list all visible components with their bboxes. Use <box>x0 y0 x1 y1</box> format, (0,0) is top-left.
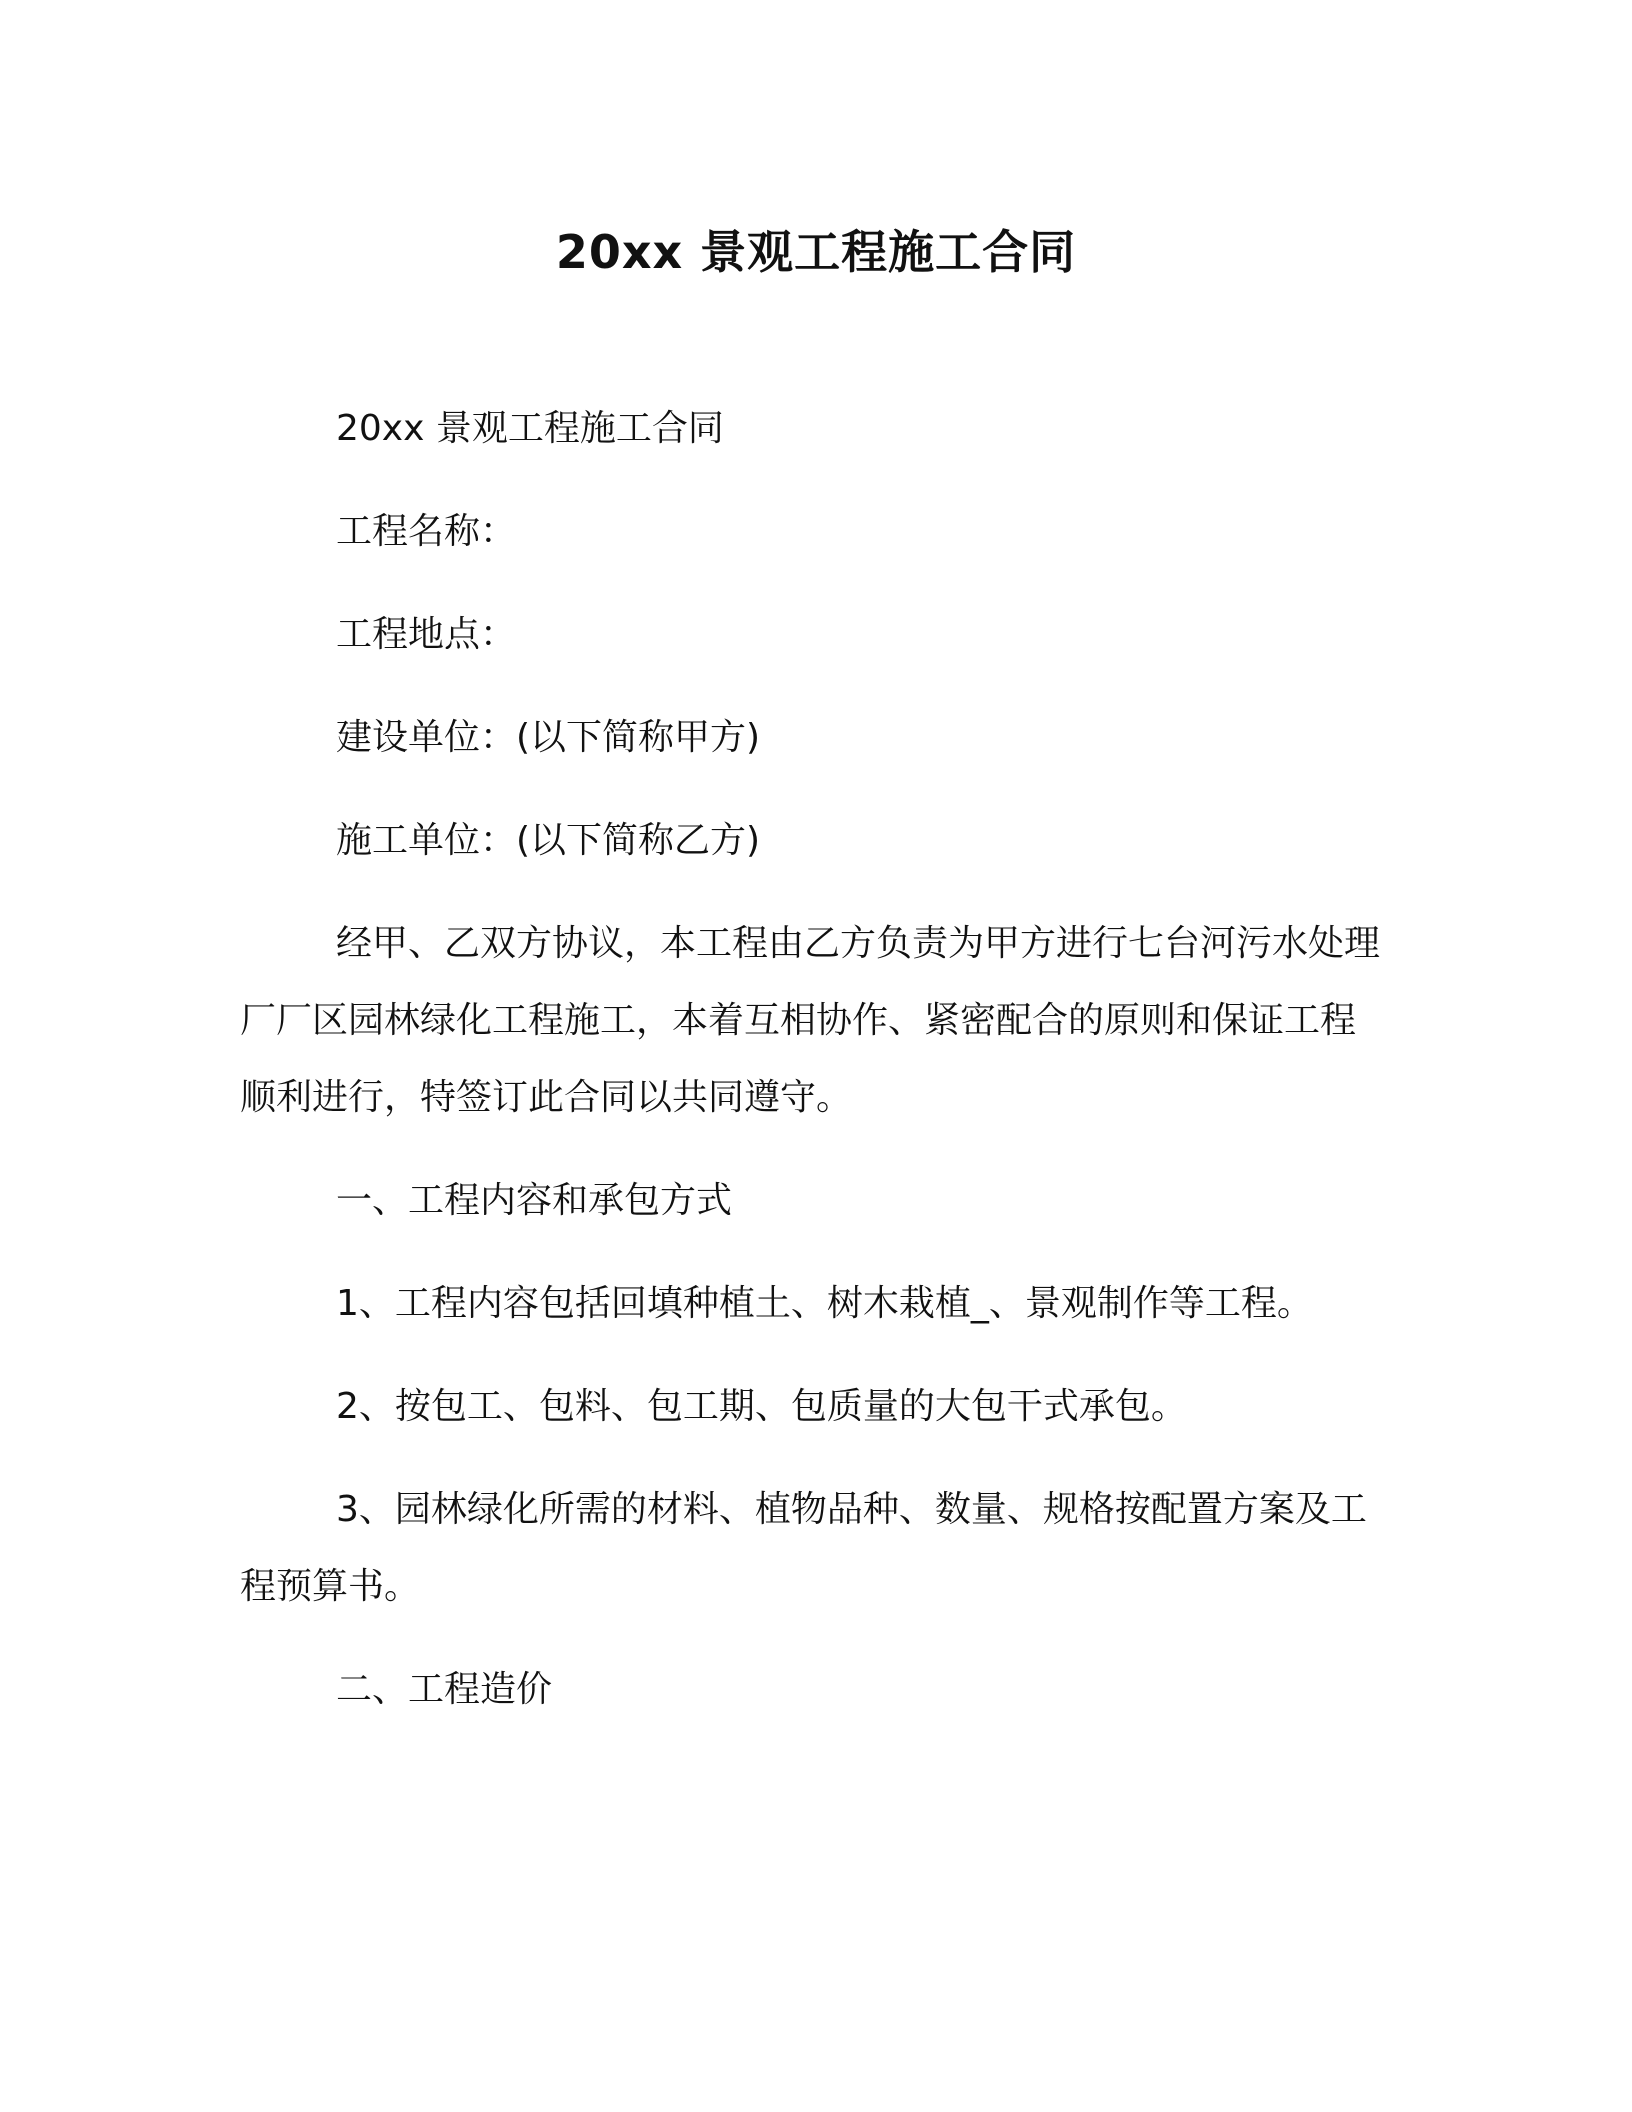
document-title: 20xx 景观工程施工合同 <box>555 225 1077 279</box>
paragraph-party-b: 施工单位：(以下简称乙方) <box>336 820 761 861</box>
section-heading-2: 二、工程造价 <box>336 1669 553 1710</box>
document-body <box>240 390 1390 1754</box>
paragraph-project-location: 工程地点： <box>336 614 517 655</box>
paragraph-item-3: 3、园林绿化所需的材料、植物品种、数量、规格按配置方案及工程预算书。 <box>240 1489 1367 1607</box>
paragraph-project-name: 工程名称： <box>336 511 517 552</box>
paragraph-subtitle: 20xx 景观工程施工合同 <box>336 408 724 449</box>
paragraph-item-1: 1、工程内容包括回填种植土、树木栽植_、景观制作等工程。 <box>336 1283 1313 1324</box>
paragraph-agreement: 经甲、乙双方协议，本工程由乙方负责为甲方进行七台河污水处理厂厂区园林绿化工程施工，本着互相协作、紧密配合的原则和保证工程顺利进行，特签订此合同以共同遵守。 <box>240 923 1381 1118</box>
paragraph-item-2: 2、按包工、包料、包工期、包质量的大包干式承包。 <box>336 1386 1187 1427</box>
section-heading-1: 一、工程内容和承包方式 <box>336 1180 733 1221</box>
paragraph-party-a: 建设单位：(以下简称甲方) <box>336 717 761 758</box>
